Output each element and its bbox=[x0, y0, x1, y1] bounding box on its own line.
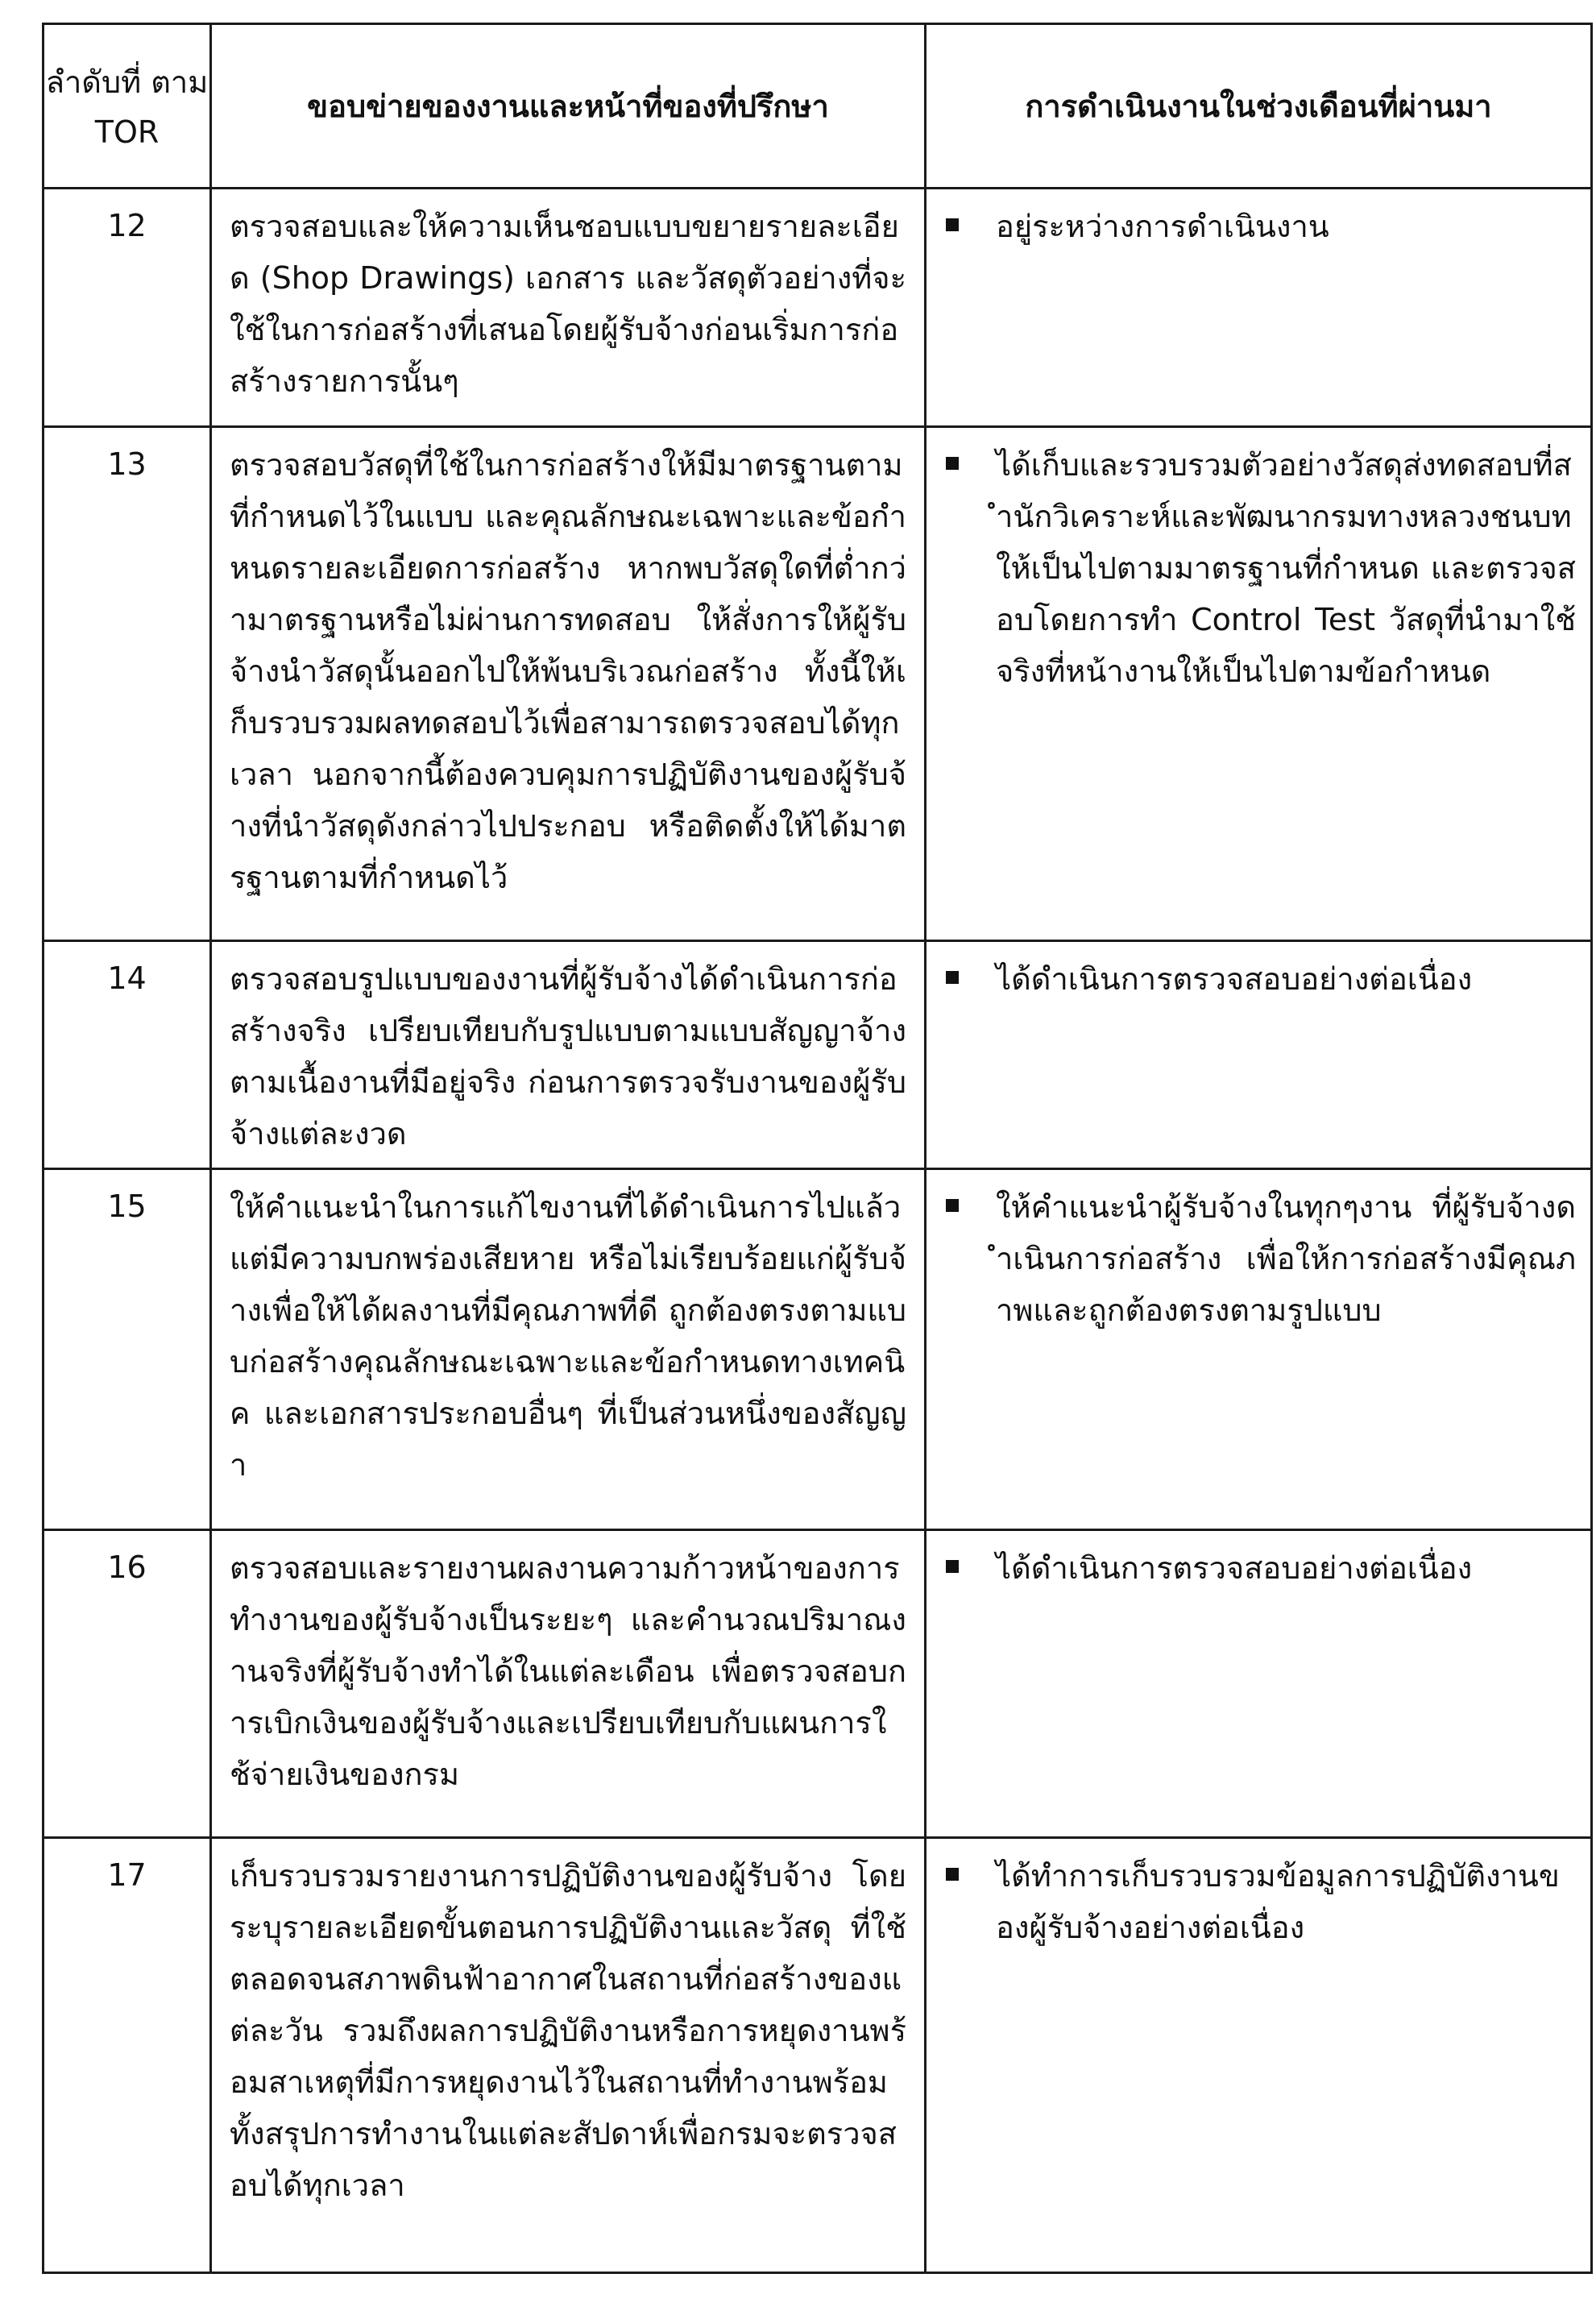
row-number: 12 bbox=[44, 189, 211, 427]
status-text: ได้ดำเนินการตรวจสอบอย่างต่อเนื่อง bbox=[996, 961, 1473, 997]
square-bullet-icon bbox=[946, 971, 959, 984]
status-item bbox=[941, 201, 1576, 252]
header-col-status: การดำเนินงานในช่วงเดือนที่ผ่านมา bbox=[926, 24, 1592, 189]
status-text: ได้ทำการเก็บรวบรวมข้อมูลการปฏิบัติงานของผู้รับจ้างอย่างต่อเนื่อง bbox=[996, 1858, 1560, 1945]
header-col-no: ลำดับที่ ตาม TOR bbox=[44, 24, 211, 189]
scope-text: เก็บรวบรวมรายงานการปฏิบัติงานของผู้รับจ้าง โดยระบุรายละเอียดขั้นตอนการปฏิบัติงานและวัสดุ ที่ใช้ตลอดจนสภาพดินฟ้าอากาศในสถานที่ก่อสร้างของแต่ละวัน รวมถึงผลการปฏิบัติงานหรือการหยุดงานพร้อมสาเหตุที่มีการหยุดงานไว้ในสถานที่ทำงานพร้อมทั้งสรุปการทำงานในแต่ละสัปดาห์เพื่อกรมจะตรวจสอบได้ทุกเวลา bbox=[211, 1838, 926, 2273]
table-row bbox=[44, 1530, 1592, 1838]
table-row bbox=[44, 1838, 1592, 2273]
scope-text: ตรวจสอบและให้ความเห็นชอบแบบขยายรายละเอียด (Shop Drawings) เอกสาร และวัสดุตัวอย่างที่จะใช้ในการก่อสร้างที่เสนอโดยผู้รับจ้างก่อนเริ่มการก่อสร้างรายการนั้นๆ bbox=[211, 189, 926, 427]
status-item bbox=[941, 439, 1576, 697]
row-number: 16 bbox=[44, 1530, 211, 1838]
row-number: 15 bbox=[44, 1169, 211, 1530]
table-row bbox=[44, 189, 1592, 427]
tor-table bbox=[42, 23, 1593, 2274]
status-text: ได้ดำเนินการตรวจสอบอย่างต่อเนื่อง bbox=[996, 1550, 1473, 1586]
row-number: 13 bbox=[44, 427, 211, 941]
table-row bbox=[44, 1169, 1592, 1530]
square-bullet-icon bbox=[946, 1868, 959, 1881]
scope-text: ให้คำแนะนำในการแก้ไขงานที่ได้ดำเนินการไปแล้วแต่มีความบกพร่องเสียหาย หรือไม่เรียบร้อยแก่ผู้รับจ้างเพื่อให้ได้ผลงานที่มีคุณภาพที่ดี ถูกต้องตรงตามแบบก่อสร้างคุณลักษณะเฉพาะและข้อกำหนดทางเทคนิค และเอกสารประกอบอื่นๆ ที่เป็นส่วนหนึ่งของสัญญา bbox=[211, 1169, 926, 1530]
square-bullet-icon bbox=[946, 1199, 959, 1212]
status-cell bbox=[926, 1169, 1592, 1530]
header-col-scope: ขอบข่ายของงานและหน้าที่ของที่ปรึกษา bbox=[211, 24, 926, 189]
row-number: 17 bbox=[44, 1838, 211, 2273]
status-cell bbox=[926, 941, 1592, 1169]
row-number: 14 bbox=[44, 941, 211, 1169]
table-row bbox=[44, 941, 1592, 1169]
scope-text: ตรวจสอบรูปแบบของงานที่ผู้รับจ้างได้ดำเนินการก่อสร้างจริง เปรียบเทียบกับรูปแบบตามแบบสัญญาจ้าง ตามเนื้องานที่มีอยู่จริง ก่อนการตรวจรับงานของผู้รับจ้างแต่ละงวด bbox=[211, 941, 926, 1169]
scope-text: ตรวจสอบและรายงานผลงานความก้าวหน้าของการทำงานของผู้รับจ้างเป็นระยะๆ และคำนวณปริมาณงานจริงที่ผู้รับจ้างทำได้ในแต่ละเดือน เพื่อตรวจสอบการเบิกเงินของผู้รับจ้างและเปรียบเทียบกับแผนการใช้จ่ายเงินของกรม bbox=[211, 1530, 926, 1838]
square-bullet-icon bbox=[946, 1560, 959, 1573]
status-text: อยู่ระหว่างการดำเนินงาน bbox=[996, 209, 1329, 244]
header-row bbox=[44, 24, 1592, 189]
table-row bbox=[44, 427, 1592, 941]
status-item bbox=[941, 1850, 1576, 1953]
status-item bbox=[941, 1542, 1576, 1594]
status-text: ให้คำแนะนำผู้รับจ้างในทุกๆงาน ที่ผู้รับจ้างดำเนินการก่อสร้าง เพื่อให้การก่อสร้างมีคุณภาพและถูกต้องตรงตามรูปแบบ bbox=[996, 1189, 1576, 1328]
status-item bbox=[941, 953, 1576, 1005]
status-item bbox=[941, 1181, 1576, 1336]
status-cell bbox=[926, 189, 1592, 427]
status-cell bbox=[926, 1838, 1592, 2273]
square-bullet-icon bbox=[946, 218, 959, 231]
scope-text: ตรวจสอบวัสดุที่ใช้ในการก่อสร้างให้มีมาตรฐานตามที่กำหนดไว้ในแบบ และคุณลักษณะเฉพาะและข้อกำหนดรายละเอียดการก่อสร้าง หากพบวัสดุใดที่ต่ำกว่ามาตรฐานหรือไม่ผ่านการทดสอบ ให้สั่งการให้ผู้รับจ้างนำวัสดุนั้นออกไปให้พ้นบริเวณก่อสร้าง ทั้งนี้ให้เก็บรวบรวมผลทดสอบไว้เพื่อสามารถตรวจสอบได้ทุกเวลา นอกจากนี้ต้องควบคุมการปฏิบัติงานของผู้รับจ้างที่นำวัสดุดังกล่าวไปประกอบ หรือติดตั้งให้ได้มาตรฐานตามที่กำหนดไว้ bbox=[211, 427, 926, 941]
status-text: ได้เก็บและรวบรวมตัวอย่างวัสดุส่งทดสอบที่สำนักวิเคราะห์และพัฒนากรมทางหลวงชนบท ให้เป็นไปตามมาตรฐานที่กำหนด และตรวจสอบโดยการทำ Control Test วัสดุที่นำมาใช้จริงที่หน้างานให้เป็นไปตามข้อกำหนด bbox=[996, 447, 1576, 689]
status-cell bbox=[926, 427, 1592, 941]
square-bullet-icon bbox=[946, 457, 959, 470]
status-cell bbox=[926, 1530, 1592, 1838]
